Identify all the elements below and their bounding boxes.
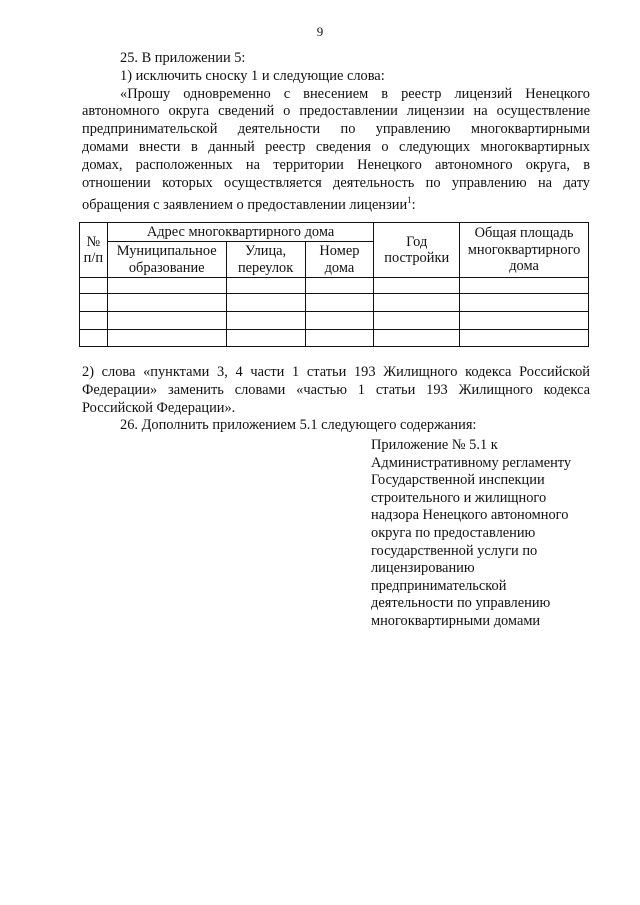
table-row: [80, 330, 589, 347]
col-number-line1: №: [86, 233, 101, 250]
appendix-line: деятельности по управлению: [371, 595, 551, 612]
quote-line: домах, расположенных на территории Ненецкого автономного округа, в: [82, 156, 590, 173]
quote-end: :: [411, 197, 416, 214]
appendix-line: предпринимательской: [371, 577, 507, 594]
table-row: [80, 312, 589, 330]
appendix-header: [371, 437, 611, 631]
quote-line: предпринимательской деятельности по управлению многоквартирными: [82, 121, 590, 138]
item-26: 26. Дополнить приложением 5.1 следующего содержания:: [120, 417, 477, 434]
item-25-heading: 25. В приложении 5:: [120, 50, 246, 66]
item-2-line: 2) слова «пунктами 3, 4 части 1 статьи 193 Жилищного кодекса Российской: [82, 364, 590, 380]
quote-last-line: [82, 192, 590, 215]
appendix-line: многоквартирными домами: [371, 612, 541, 629]
appendix-line: лицензированию: [371, 560, 475, 577]
col-number-line2: п/п: [83, 250, 104, 266]
quote-line: отношении которых осуществляется деятельность по управлению на дату: [82, 174, 590, 191]
address-group-header: Адрес многоквартирного дома: [107, 223, 374, 242]
table-row: [80, 294, 589, 312]
page-number: 9: [316, 24, 324, 39]
quote-line: автономного округа сведений о предоставлении лицензии на осуществление: [82, 103, 590, 120]
item-2-block: [82, 364, 590, 435]
item-25-sub1: 1) исключить сноску 1 и следующие слова:: [120, 67, 385, 84]
houses-table: [79, 222, 589, 347]
appendix-line: Приложение № 5.1 к: [371, 437, 498, 453]
appendix-line: строительного и жилищного: [371, 489, 547, 506]
appendix-line: округа по предоставлению: [371, 524, 536, 541]
col-number-header: [80, 223, 108, 278]
col-house-header: Номер дома: [305, 242, 374, 278]
item-2-line: Федерации» заменить словами «частью 1 статьи 193 Жилищного кодекса: [82, 381, 590, 398]
table-row: [80, 278, 589, 294]
item-2-last-line: Российской Федерации».: [82, 399, 236, 416]
col-municipal-header: Муниципальное образование: [107, 242, 226, 278]
appendix-line: надзора Ненецкого автономного: [371, 507, 569, 524]
col-area-header: Общая площадь многоквартирного дома: [460, 223, 589, 278]
quote-line: домами внести в данный реестр сведения о следующих многоквартирных: [82, 138, 590, 155]
item-25-block: [82, 50, 590, 215]
col-year-header: Год постройки: [374, 223, 460, 278]
appendix-line: государственной услуги по: [371, 542, 538, 559]
quote-line: «Прошу одновременно с внесением в реестр лицензий Ненецкого: [120, 85, 590, 102]
appendix-line: Государственной инспекции: [371, 472, 545, 489]
col-street-header: Улица, переулок: [226, 242, 305, 278]
footnote-mark: 1: [407, 195, 412, 206]
appendix-line: Административному регламенту: [371, 454, 572, 471]
quote-last-text: обращения с заявлением о предоставлении лицензии: [82, 197, 408, 214]
